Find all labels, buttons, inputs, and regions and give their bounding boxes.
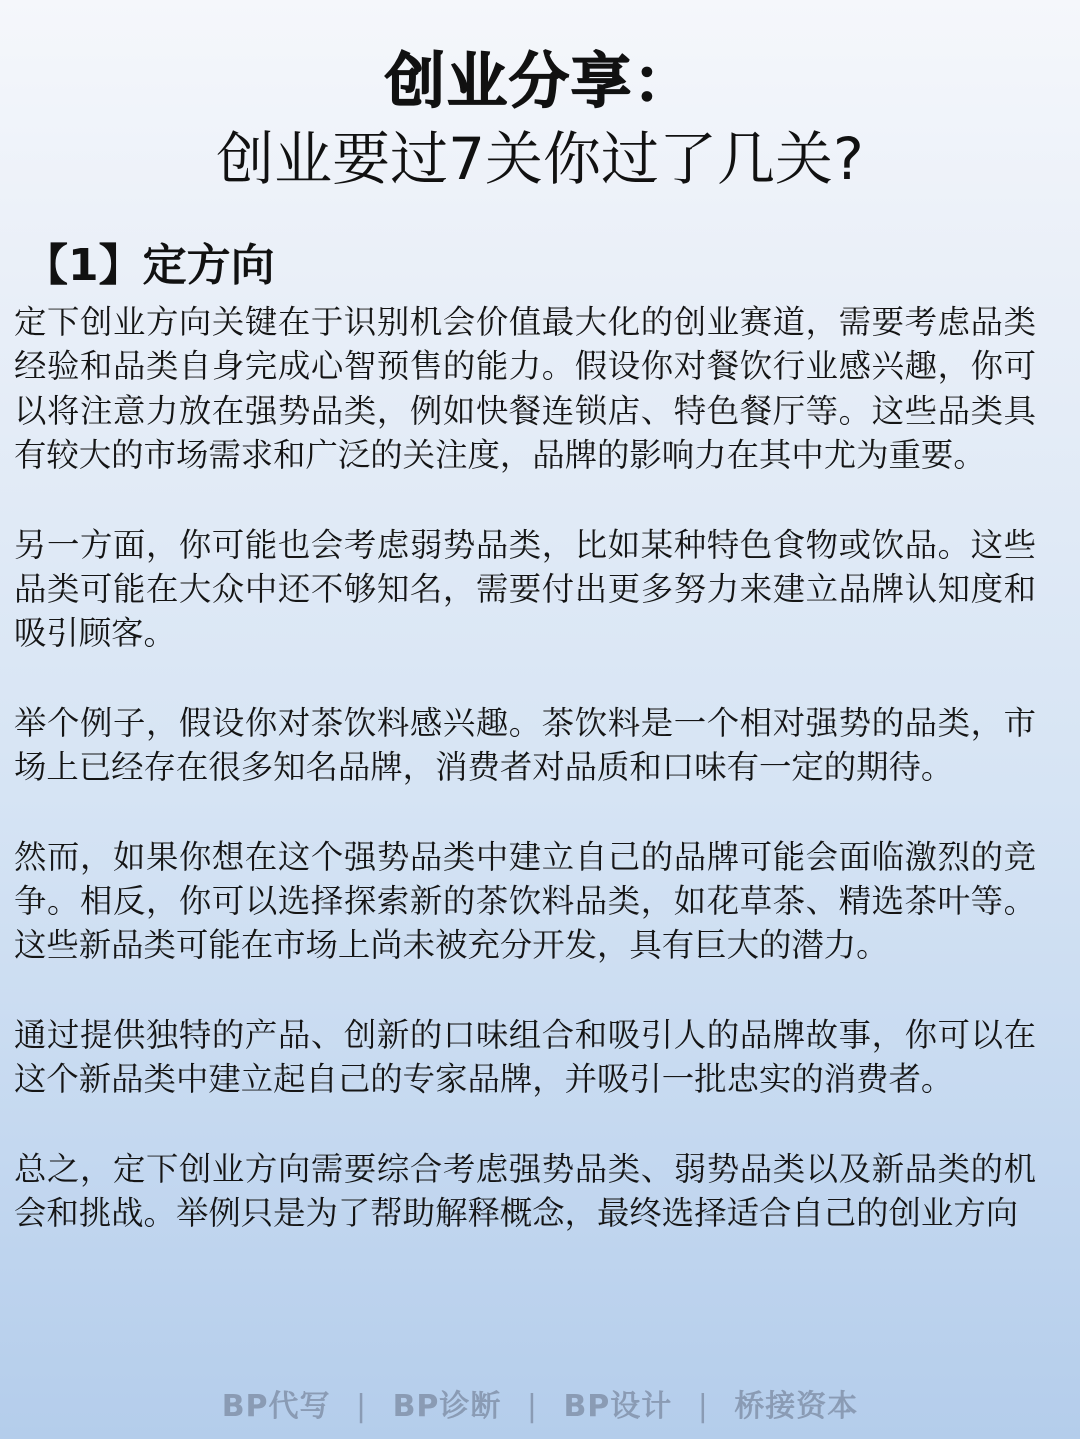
paragraph: 举个例子，假设你对茶饮料感兴趣。茶饮料是一个相对强势的品类，市场上已经存在很多知名品牌，消费者对品质和口味有一定的期待。 bbox=[14, 703, 1036, 787]
footer-item-bp-diagnosis: BP诊断 bbox=[392, 1389, 502, 1424]
footer-separator: | bbox=[526, 1389, 538, 1424]
section-heading: 【1】定方向 bbox=[24, 240, 275, 291]
footer-separator: | bbox=[356, 1389, 368, 1424]
paragraph: 另一方面，你可能也会考虑弱势品类，比如某种特色食物或饮品。这些品类可能在大众中还不够知名，需要付出更多努力来建立品牌认知度和吸引顾客。 bbox=[14, 525, 1036, 653]
title-block bbox=[44, 0, 1036, 198]
footer-item-bp-design: BP设计 bbox=[563, 1389, 673, 1424]
page-title: 创业分享： bbox=[385, 47, 695, 117]
paragraph: 定下创业方向关键在于识别机会价值最大化的创业赛道，需要考虑品类经验和品类自身完成心智预售的能力。假设你对餐饮行业感兴趣，你可以将注意力放在强势品类，例如快餐连锁店、特色餐厅等。这些品类具有较大的市场需求和广泛的关注度，品牌的影响力在其中尤为重要。 bbox=[14, 303, 1036, 475]
footer-separator: | bbox=[697, 1389, 709, 1424]
paragraph: 通过提供独特的产品、创新的口味组合和吸引人的品牌故事，你可以在这个新品类中建立起自己的专家品牌，并吸引一批忠实的消费者。 bbox=[14, 1015, 1036, 1099]
body-text bbox=[14, 300, 1036, 1236]
page-subtitle: 创业要过7关你过了几关? bbox=[216, 125, 864, 193]
paragraph: 总之，定下创业方向需要综合考虑强势品类、弱势品类以及新品类的机会和挑战。举例只是为了帮助解释概念，最终选择适合自己的创业方向 bbox=[14, 1149, 1036, 1233]
footer-watermark bbox=[0, 1381, 1080, 1425]
footer-item-bp-writing: BP代写 bbox=[221, 1389, 331, 1424]
footer-item-bridge-capital: 桥接资本 bbox=[734, 1389, 859, 1424]
paragraph: 然而，如果你想在这个强势品类中建立自己的品牌可能会面临激烈的竞争。相反，你可以选择探索新的茶饮料品类，如花草茶、精选茶叶等。这些新品类可能在市场上尚未被充分开发，具有巨大的潜力。 bbox=[14, 837, 1036, 965]
